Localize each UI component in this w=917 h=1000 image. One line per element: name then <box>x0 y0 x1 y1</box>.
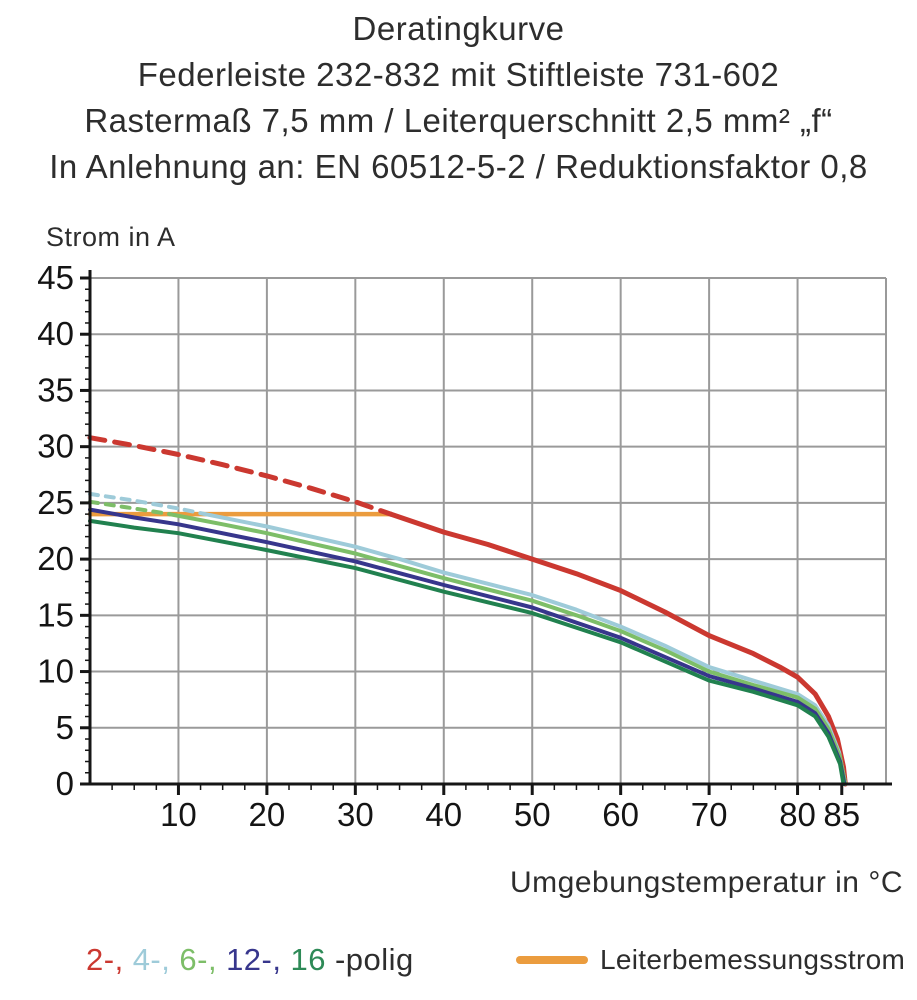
y-tick-label-0: 0 <box>55 765 74 802</box>
x-tick-label-40: 40 <box>425 796 463 833</box>
chart-header <box>0 6 917 190</box>
y-tick-label-40: 40 <box>37 315 74 353</box>
y-tick-label-25: 25 <box>37 483 74 521</box>
y-tick-label-35: 35 <box>37 371 74 409</box>
x-tick-label-80: 80 <box>779 796 816 833</box>
y-tick-label-20: 20 <box>37 540 74 578</box>
y-tick-label-45: 45 <box>37 259 74 296</box>
x-tick-label-70: 70 <box>690 796 728 833</box>
legend-pole-4-label: 4-, <box>132 942 171 977</box>
x-axis-title: Umgebungstemperatur in °C <box>509 866 903 899</box>
legend-pole-6-label: 6-, <box>179 942 218 977</box>
legend-pole-12-label: 12-, <box>226 942 282 977</box>
rated-current-line-swatch <box>516 956 588 964</box>
y-tick-label-5: 5 <box>55 708 74 746</box>
chart-subtitle-spec: Rastermaß 7,5 mm / Leiterquerschnitt 2,5 mm² „f“ <box>84 102 833 139</box>
legend-pole-2-label: 2-, <box>86 942 124 977</box>
legend-pole-tokens <box>86 942 335 977</box>
x-tick-label-50: 50 <box>513 796 551 833</box>
axes <box>85 270 892 786</box>
x-tick-label-60: 60 <box>602 796 640 833</box>
y-tick-label-10: 10 <box>37 652 74 690</box>
x-tick-label-30: 30 <box>336 796 374 833</box>
chart-title: Deratingkurve <box>352 10 565 47</box>
series-16-polig-solid <box>90 521 844 784</box>
y-tick-label-30: 30 <box>37 427 74 465</box>
rated-current-label: Leiterbemessungsstrom <box>600 944 906 975</box>
y-axis-title: Strom in A <box>46 222 176 252</box>
x-tick-label-10: 10 <box>160 796 197 833</box>
legend-pole-16-label: 16 <box>290 942 326 977</box>
x-tick-label-85: 85 <box>823 796 861 833</box>
legend-pole-counts <box>86 942 414 978</box>
series-curves <box>90 438 845 784</box>
axis-tick-labels <box>37 259 860 833</box>
legend-pole-suffix: -polig <box>334 942 414 977</box>
chart-subtitle-standard: In Anlehnung an: EN 60512-5-2 / Reduktionsfaktor 0,8 <box>49 148 868 185</box>
legend-rated-current <box>516 944 905 976</box>
series-2-polig-solid <box>391 514 846 784</box>
chart-subtitle-product: Federleiste 232-832 mit Stiftleiste 731-602 <box>137 56 780 93</box>
x-tick-label-20: 20 <box>248 796 286 833</box>
y-tick-label-15: 15 <box>37 596 74 634</box>
